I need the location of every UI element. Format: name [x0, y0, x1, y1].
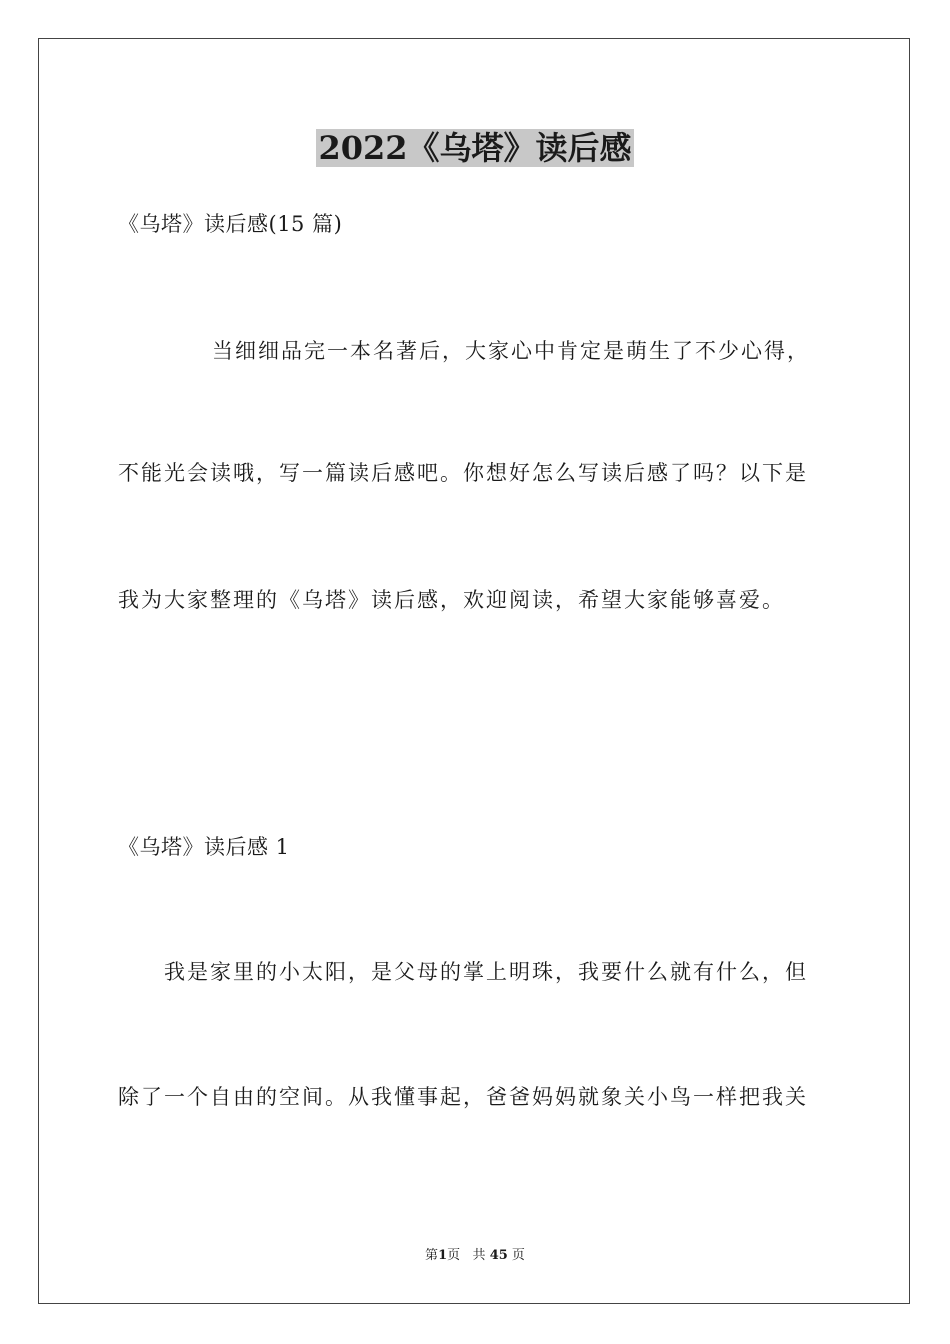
footer-page-total: 45 [489, 1248, 508, 1263]
footer-page-current: 1 [438, 1248, 448, 1263]
intro-line-3: 我为大家整理的《乌塔》读后感，欢迎阅读，希望大家能够喜爱。 [118, 588, 785, 612]
footer-total-suffix: 页 [511, 1248, 525, 1263]
section-line-1: 我是家里的小太阳，是父母的掌上明珠，我要什么就有什么，但 [164, 960, 808, 984]
page-footer [0, 1247, 950, 1265]
document-subtitle: 《乌塔》读后感(15 篇) [118, 212, 343, 236]
section-line-2: 除了一个自由的空间。从我懂事起，爸爸妈妈就象关小鸟一样把我关 [118, 1085, 808, 1109]
footer-total-prefix: 共 [472, 1248, 486, 1263]
document-title-text: 2022《乌塔》读后感 [318, 129, 632, 167]
document-title [0, 128, 950, 168]
footer-page-suffix: 页 [447, 1248, 461, 1263]
section-title: 《乌塔》读后感 1 [118, 835, 290, 859]
footer-page-prefix: 第 [425, 1248, 439, 1263]
intro-line-2: 不能光会读哦，写一篇读后感吧。你想好怎么写读后感了吗？以下是 [118, 461, 808, 485]
intro-line-1: 当细细品完一本名著后，大家心中肯定是萌生了不少心得， [212, 339, 810, 363]
